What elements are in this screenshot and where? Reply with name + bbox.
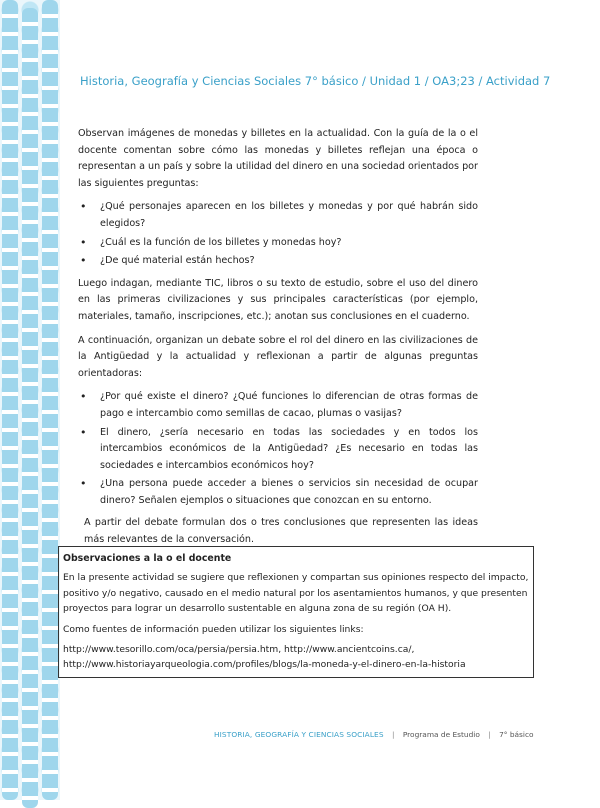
footer-program: Programa de Estudio [402,730,480,739]
debate-paragraph: A continuación, organizan un debate sobre el rol del dinero en las civilizaciones de la Antigüedad y la actualidad y reflexionan a partir de algunas preguntas orientadoras: [78,334,478,379]
list-item: • El dinero, ¿sería necesario en todas las sociedades y en todos los intercambios económicos de la Antigüedad? ¿Es necesario en todas las sociedades e intercambios económicos hoy? [78,425,478,475]
observations-paragraph: En la presente actividad se sugiere que reflexionen y compartan sus opiniones respecto del impacto, positivo y/o negativo, causado en el medio natural por los asentamientos humanos, y que presenten proyectos para lograr un desarrollo sustentable en alguna zona de su región (OA H). [63,572,529,615]
debate-questions-list [78,389,478,509]
strip-column [22,8,38,808]
observations-title: Observaciones a la o el docente [63,553,232,564]
teacher-observations-box [58,546,534,678]
decorative-side-strip [0,0,60,800]
conclusion-paragraph: A partir del debate formulan dos o tres conclusiones que representen las ideas más relevantes de la conversación. [84,517,478,546]
links-block [63,642,529,673]
footer-grade: 7° básico [499,730,534,739]
page-header [80,74,580,88]
list-item: • ¿Qué personajes aparecen en los billetes y monedas y por qué habrán sido elegidos? [78,199,478,232]
strip-column [2,0,18,800]
footer-separator: | [488,730,491,739]
link-line[interactable]: http://www.tesorillo.com/oca/persia/persia.htm, http://www.ancientcoins.ca/, [63,644,415,656]
intro-paragraph: Observan imágenes de monedas y billetes en la actualidad. Con la guía de la o el docente comentan sobre cómo las monedas y billetes reflejan una época o representan a un país y sobre la utilidad del dinero en una sociedad orientados por las siguientes preguntas: [78,128,478,189]
strip-column [42,0,58,800]
footer-separator: | [391,730,395,739]
guiding-questions-list [78,199,478,269]
list-item: • ¿Por qué existe el dinero? ¿Qué funciones lo diferencian de otras formas de pago e intercambio como semillas de cacao, plumas o vasijas? [78,389,478,422]
footer-subject: HISTORIA, GEOGRAFÍA Y CIENCIAS SOCIALES [214,730,384,739]
activity-body [78,126,478,556]
list-item: • ¿De qué material están hechos? [78,253,478,270]
sources-intro: Como fuentes de información pueden utilizar los siguientes links: [63,623,364,635]
list-item: • ¿Cuál es la función de los billetes y monedas hoy? [78,235,478,252]
research-paragraph: Luego indagan, mediante TIC, libros o su texto de estudio, sobre el uso del dinero en las primeras civilizaciones y sus principales características (por ejemplo, materiales, tamaño, inscripciones, etc.); anotan sus conclusiones en el cuaderno. [78,277,478,322]
page-footer [214,730,534,739]
list-item: • ¿Una persona puede acceder a bienes o servicios sin necesidad de ocupar dinero? Señalen ejemplos o situaciones que conozcan en su entorno. [78,476,478,509]
header-title: Historia, Geografía y Ciencias Sociales 7° básico / Unidad 1 / OA3;23 / Actividad 7 [80,74,551,88]
link-line[interactable]: http://www.historiayarqueologia.com/profiles/blogs/la-moneda-y-el-dinero-en-la-historia [63,659,466,671]
